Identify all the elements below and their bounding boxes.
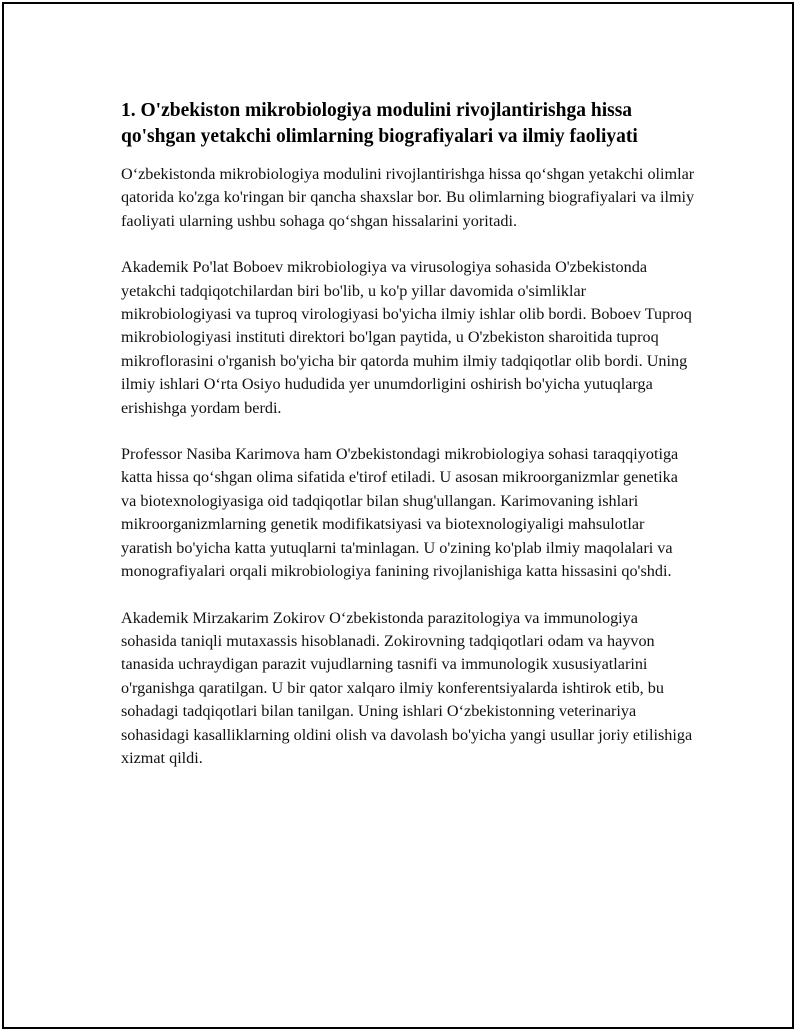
paragraph-boboev: Akademik Po'lat Boboev mikrobiologiya va virusologiya sohasida O'zbekistonda yetakchi tadqiqotchilardan biri bo'lib, u ko'p yillar davomida o'simliklar mikrobiologiyasi va tuproq virologiyasi bo'yicha ilmiy ishlar olib bordi. Boboev Tuproq mikrobiologiyasi instituti direktori bo'lgan paytida, u O'zbekiston sharoitida tuproq mikroflorasini o'rganish bo'yicha bir qatorda muhim ilmiy tadqiqotlar olib bordi. Uning ilmiy ishlari O‘rta Osiyo hududida yer unumdorligini oshirish bo'yicha yutuqlarga erishishga yordam berdi. [121, 258, 692, 417]
section-heading: 1. O'zbekiston mikrobiologiya modulini rivojlantirishga hissa qo'shgan yetakchi olimlarning biografiyalari va ilmiy faoliyati [121, 100, 638, 147]
document-body [121, 98, 695, 793]
paragraph-zokirov: Akademik Mirzakarim Zokirov O‘zbekistonda parazitologiya va immunologiya sohasida taniqli mutaxassis hisoblanadi. Zokirovning tadqiqotlari odam va hayvon tanasida uchraydigan parazit vujudlarning tasnifi va immunologik xususiyatlarini o'rganishga qaratilgan. U bir qator xalqaro ilmiy konferentsiyalarda ishtirok etib, bu sohadagi tadqiqotlari bilan tanilgan. Uning ishlari O‘zbekistonning veterinariya sohasidagi kasalliklarning oldini olish va davolash bo'yicha yangi usullar joriy etilishiga xizmat qildi. [121, 608, 693, 767]
paragraph-karimova: Professor Nasiba Karimova ham O'zbekistondagi mikrobiologiya sohasi taraqqiyotiga katta hissa qo‘shgan olima sifatida e'tirof etiladi. U asosan mikroorganizmlar genetika va biotexnologiyasiga oid tadqiqotlar bilan shug'ullangan. Karimovaning ishlari mikroorganizmlarning genetik modifikatsiyasi va biotexnologiyaligi mahsulotlar yaratish bo'yicha katta yutuqlarni ta'minlagan. U o'zining ko'plab ilmiy maqolalari va monografiyalari orqali mikrobiologiya fanining rivojlanishiga katta hissasini qo'shdi. [121, 445, 679, 581]
document-page [2, 2, 794, 1029]
paragraph-intro: O‘zbekistonda mikrobiologiya modulini rivojlantirishga hissa qo‘shgan yetakchi olimlar qatorida ko'zga ko'ringan bir qancha shaxslar bor. Bu olimlarning biografiyalari va ilmiy faoliyati ularning ushbu sohaga qo‘shgan hissalarini yoritadi. [121, 165, 695, 230]
